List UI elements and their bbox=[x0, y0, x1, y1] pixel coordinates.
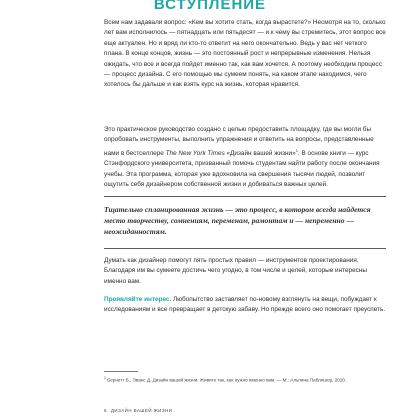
footnote-number: 1 bbox=[104, 376, 106, 380]
paragraph-3 bbox=[104, 256, 386, 287]
paragraph-3-text: Думать как дизайнер помогут пять простых правил — инструментов проектирования. Благодаря им вы сумеете достичь чего угодно, в том числе и целей, которые интересны именно вам. bbox=[104, 257, 367, 285]
page-title: ВСТУПЛЕНИЕ bbox=[153, 0, 267, 13]
footnote bbox=[104, 375, 386, 384]
pull-quote bbox=[104, 196, 386, 249]
paragraph-2-book: The New York Times bbox=[165, 149, 225, 157]
paragraph-2-before: Это практическое руководство создано с целью предоставить площадку, где вы могли бы опробовать инструменты, выполнить упражнения и ответить на вопросы, представленные нами в бестселлере bbox=[104, 126, 374, 157]
paragraph-1-text: Всем нам задавали вопрос: «Кем вы хотите стать, когда вырастете?» Несмотря на то, сколько лет вам исполнилось — пятнадцать или пятьдесят — и к чему вы стремитесь, этот вопрос все еще актуален. Но и вряд ли кто-то ответит на него окончательно. Ведь у вас нет четкого плана. В конце концов, жизнь — это постоянный рост и непрерывные изменения. Нельзя ожидать, что все и всегда пойдет именно так, как вам хочется. А поэтому необходим процесс — процесс дизайна. С его помощью мы сумеем понять, на каком этапе находимся, чего хотелось бы дальше и как взять курс на жизнь, которая нравится. bbox=[104, 19, 386, 89]
footnote-divider bbox=[104, 371, 138, 372]
paragraph-2-after: . В основе книги — курс Стэнфордского университета, призванный помочь студентам найти работу после окончания учебы. Эта программа, которая уже вдохновила на свершения тысячи людей, позволит ощутить себя дизайнером собственной жизни и добиваться важных целей. bbox=[104, 149, 380, 189]
page-number: 6 bbox=[104, 408, 107, 413]
paragraph-4-lead: Проявляйте интерес. bbox=[104, 296, 172, 303]
paragraph-2-quote: «Дизайн вашей жизни» bbox=[224, 149, 296, 157]
footnote-ref: 1 bbox=[295, 147, 298, 153]
running-title: ДИЗАЙН ВАШЕЙ ЖИЗНИ bbox=[110, 408, 173, 413]
page-folio bbox=[104, 408, 172, 413]
paragraph-4 bbox=[104, 295, 386, 316]
paragraph-4-rest: Любопытство заставляет по-новому взглянуть на вещи, побуждает к исследованиям и все превращает в детскую забаву. Но прежде всего оно помогает преуспеть. bbox=[104, 296, 386, 314]
paragraph-2 bbox=[104, 125, 386, 191]
paragraph-2-text bbox=[104, 125, 386, 191]
paragraph-1 bbox=[104, 18, 386, 91]
footnote-text: Бернетт Б., Эванс Д. Дизайн вашей жизни. Живите так, как нужно именно вам. — М.: Альпина Паблишер, 2020. bbox=[107, 377, 347, 383]
paragraph-4-text bbox=[104, 295, 386, 316]
pull-quote-text: Тщательно спланированная жизнь — это процесс, в котором всегда найдется место творчеству, сомнениям, переменам, рамонтам и — непременно — неожиданностям. bbox=[104, 205, 371, 236]
